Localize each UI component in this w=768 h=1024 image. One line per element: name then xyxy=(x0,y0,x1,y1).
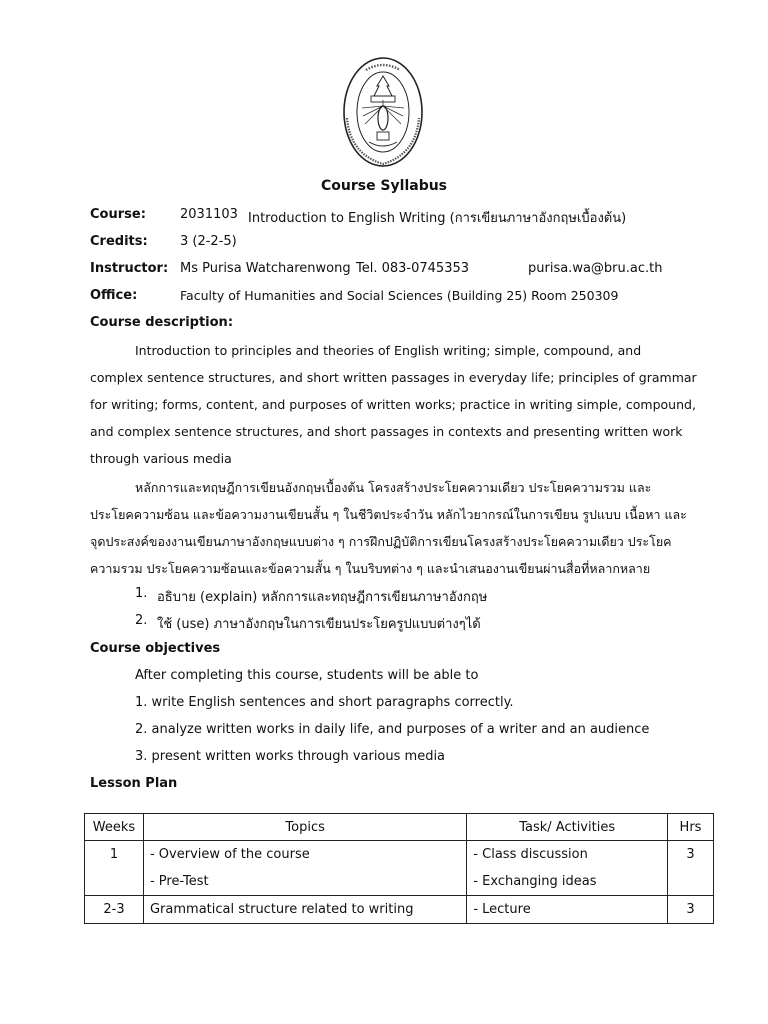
column-header-tasks: Task/ Activities xyxy=(467,814,668,841)
hrs-cell: 3 xyxy=(668,896,714,924)
description-en-line: through various media xyxy=(90,451,232,466)
hrs-cell: 3 xyxy=(668,841,714,896)
objective-item: 1. write English sentences and short paragraphs correctly. xyxy=(135,695,514,710)
credits-value: 3 (2-2-5) xyxy=(180,234,237,249)
office-label: Office: xyxy=(90,288,138,303)
course-name: Introduction to English Writing (การเขียนภาษาอังกฤษเบื้องต้น) xyxy=(248,211,627,226)
topic-item: - Pre-Test xyxy=(149,874,209,889)
task-item: - Class discussion xyxy=(473,847,588,862)
th-item-number: 2. xyxy=(135,613,148,628)
lesson-plan-heading: Lesson Plan xyxy=(90,776,178,791)
instructor-name: Ms Purisa Watcharenwong xyxy=(180,261,351,276)
tasks-cell xyxy=(467,841,668,896)
description-th-line: จุดประสงค์ของงานเขียนภาษาอังกฤษแบบต่าง ๆ การฝึกปฏิบัติการเขียนโครงสร้างประโยคความเดียว ประโยค xyxy=(90,534,672,549)
column-header-weeks: Weeks xyxy=(85,814,144,841)
description-en-line: and complex sentence structures, and short passages in contexts and presenting written work xyxy=(90,424,683,439)
column-header-topics: Topics xyxy=(143,814,466,841)
description-en-line: for writing; forms, content, and purposes of written works; practice in writing simple, compound, xyxy=(90,397,696,412)
course-code: 2031103 xyxy=(180,207,238,222)
objective-item: 3. present written works through various media xyxy=(135,749,446,764)
description-heading: Course description: xyxy=(90,315,234,330)
objectives-intro: After completing this course, students will be able to xyxy=(135,668,479,683)
instructor-email: purisa.wa@bru.ac.th xyxy=(528,261,663,276)
weeks-cell: 2-3 xyxy=(85,896,144,924)
lesson-plan-table xyxy=(84,813,714,924)
th-item-text: ใช้ (use) ภาษาอังกฤษในการเขียนประโยครูปแบบต่างๆได้ xyxy=(157,617,481,632)
task-item: - Lecture xyxy=(473,902,531,917)
topics-cell xyxy=(143,896,466,924)
description-en-line: Introduction to principles and theories of English writing; simple, compound, and xyxy=(135,343,642,358)
weeks-cell: 1 xyxy=(85,841,144,896)
topics-cell xyxy=(143,841,466,896)
description-th-line: หลักการและทฤษฎีการเขียนอังกฤษเบื้องต้น โครงสร้างประโยคความเดียว ประโยคความรวม และ xyxy=(135,480,652,495)
column-header-hrs: Hrs xyxy=(668,814,714,841)
instructor-phone: Tel. 083-0745353 xyxy=(356,261,470,276)
th-item-text: อธิบาย (explain) หลักการและทฤษฎีการเขียนภาษาอังกฤษ xyxy=(157,590,488,605)
table-row xyxy=(85,896,714,924)
th-item-number: 1. xyxy=(135,586,148,601)
objective-item: 2. analyze written works in daily life, and purposes of a writer and an audience xyxy=(135,722,650,737)
instructor-label: Instructor: xyxy=(90,261,169,276)
description-th-line: ประโยคความซ้อน และข้อความงานเขียนสั้น ๆ ในชีวิตประจำวัน หลักไวยากรณ์ในการเขียน รูปแบบ เนื้อหา และ xyxy=(90,507,687,522)
topic-item: - Overview of the course xyxy=(149,847,310,862)
course-label: Course: xyxy=(90,207,146,222)
table-row xyxy=(85,841,714,896)
table-header-row xyxy=(85,814,714,841)
topic-item: Grammatical structure related to writing xyxy=(149,902,414,917)
university-seal xyxy=(342,56,424,168)
office-value: Faculty of Humanities and Social Sciences (Building 25) Room 250309 xyxy=(180,288,619,303)
objectives-heading: Course objectives xyxy=(90,641,221,656)
description-th-line: ความรวม ประโยคความซ้อนและข้อความสั้น ๆ ในบริบทต่าง ๆ และนำเสนองานเขียนผ่านสื่อที่หลากหลาย xyxy=(90,561,651,576)
credits-label: Credits: xyxy=(90,234,148,249)
task-item: - Exchanging ideas xyxy=(473,874,597,889)
document-title: Course Syllabus xyxy=(320,178,448,194)
tasks-cell xyxy=(467,896,668,924)
description-en-line: complex sentence structures, and short written passages in everyday life; principles of grammar xyxy=(90,370,697,385)
